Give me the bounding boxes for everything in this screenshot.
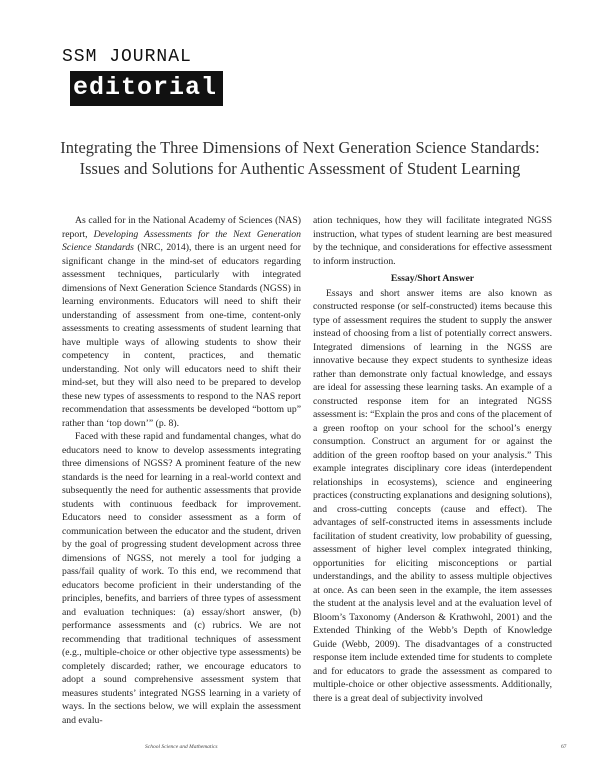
title-line-1: Integrating the Three Dimensions of Next Generation Science Standards: (60, 138, 540, 157)
footer-journal-name: School Science and Mathematics (145, 744, 218, 750)
report-title: Developing Assessments for the Next Generation Science Standards (62, 228, 301, 253)
title-line-2: Issues and Solutions for Authentic Assessment of Student Learning (79, 159, 521, 178)
right-column (313, 214, 552, 705)
paragraph-4: Essays and short answer items are also known as constructed response (or self-constructed) items because this type of assessment requires the student to supply the answer instead of choosing from a list of potentially correct answers. Integrated dimensions of learning in the NGSS are innovative because they expect students to synthesize ideas rather than demonstrate only factual knowledge, and essays are ideal for assessing these learning tasks. An example of a constructed response item for an integrated NGSS assessment is: “Explain the pros and cons of the placement of a green rooftop on your school for the school’s energy consumption. Construct an argument for or against the addition of the green rooftop based on your analysis.” This example integrates disciplinary core ideas (interdependent relationships in ecosystems), science and engineering practices (constructing explanations and designing solutions), and cross-cutting concepts (cause and effect). The advantages of self-constructed items in assessments include facilitation of student creativity, low probability of guessing, assessment of higher level complex integrated thinking, opportunities for eliciting misconceptions or partial understandings, and the ability to assess multiple objectives at once. As can been seen in the example, the item assesses the student at the analysis level and at the evaluation level of Bloom’s Taxonomy (Anderson & Krathwohl, 2001) and the Extended Thinking of the Webb’s Depth of Knowledge Guide (Webb, 2009). The disadvantages of a constructed response item include extended time for students to complete and for educators to grade the assessment as compared to multiple-choice or other objective assessments. Additionally, there is a great deal of subjectivity involved (313, 287, 552, 704)
paragraph-3: ation techniques, how they will facilitate integrated NGSS instruction, what types of student learning are best measured by the technique, and considerations for effective assessment to inform instruction. (313, 215, 552, 267)
article-title (30, 137, 570, 179)
section-heading: Essay/Short Answer (390, 273, 475, 284)
paragraph-2: Faced with these rapid and fundamental changes, what do educators need to know to develop assessments integrating three dimensions of NGSS? A prominent feature of the new standards is the need for learning in a real-world context and subsequently the need for authentic assessments that provide students with continuous feedback for improvement. Educators need to consider assessment as a form of communication between the educator and the student, driven by the goal of progressing student development across three dimensions of NGSS, not merely a tool for judging a pass/fail quality of work. To this end, we recommend that educators become proficient in their understanding of the principles, benefits, and barriers of three types of assessment and evaluation techniques: (a) essay/short answer, (b) performance assessments and (c) rubrics. We are not recommending that traditional techniques of assessment (e.g., multiple-choice or other objective type assessments) be completely discarded; rather, we encourage educators to adopt a sound comprehensive assessment system that measures students’ integrated NGSS learning in a variety of ways. In the sections below, we will explain the assessment and evalu- (62, 431, 301, 726)
paragraph-1 (62, 214, 301, 430)
section-label: editorial (70, 71, 223, 106)
paragraph-1-lead: As called for in the National Academy of Sciences (NAS) report, (62, 215, 301, 240)
left-column (62, 214, 301, 727)
journal-name: SSM JOURNAL (62, 47, 192, 67)
paragraph-1-rest: (NRC, 2014), there is an urgent need for significant change in the mind-set of educators regarding assessment techniques, particularly with integrated dimensions of Next Generation Science Standards (NGSS) in learning environments. Educators will need to shift their understanding of assessment from one-time, content-only assessments to creating assessments of student learning that have multiple ways of allowing students to show their competency in content, practices, and thematic understanding. Not only will educators need to shift their mind-set, but they will also need to be prepared to develop these new types of assessments to respond to the NAS report recommendation that assessments be developed “bottom up” rather than ‘top down’” (p. 8). (62, 242, 301, 429)
page-number: 67 (561, 744, 567, 750)
